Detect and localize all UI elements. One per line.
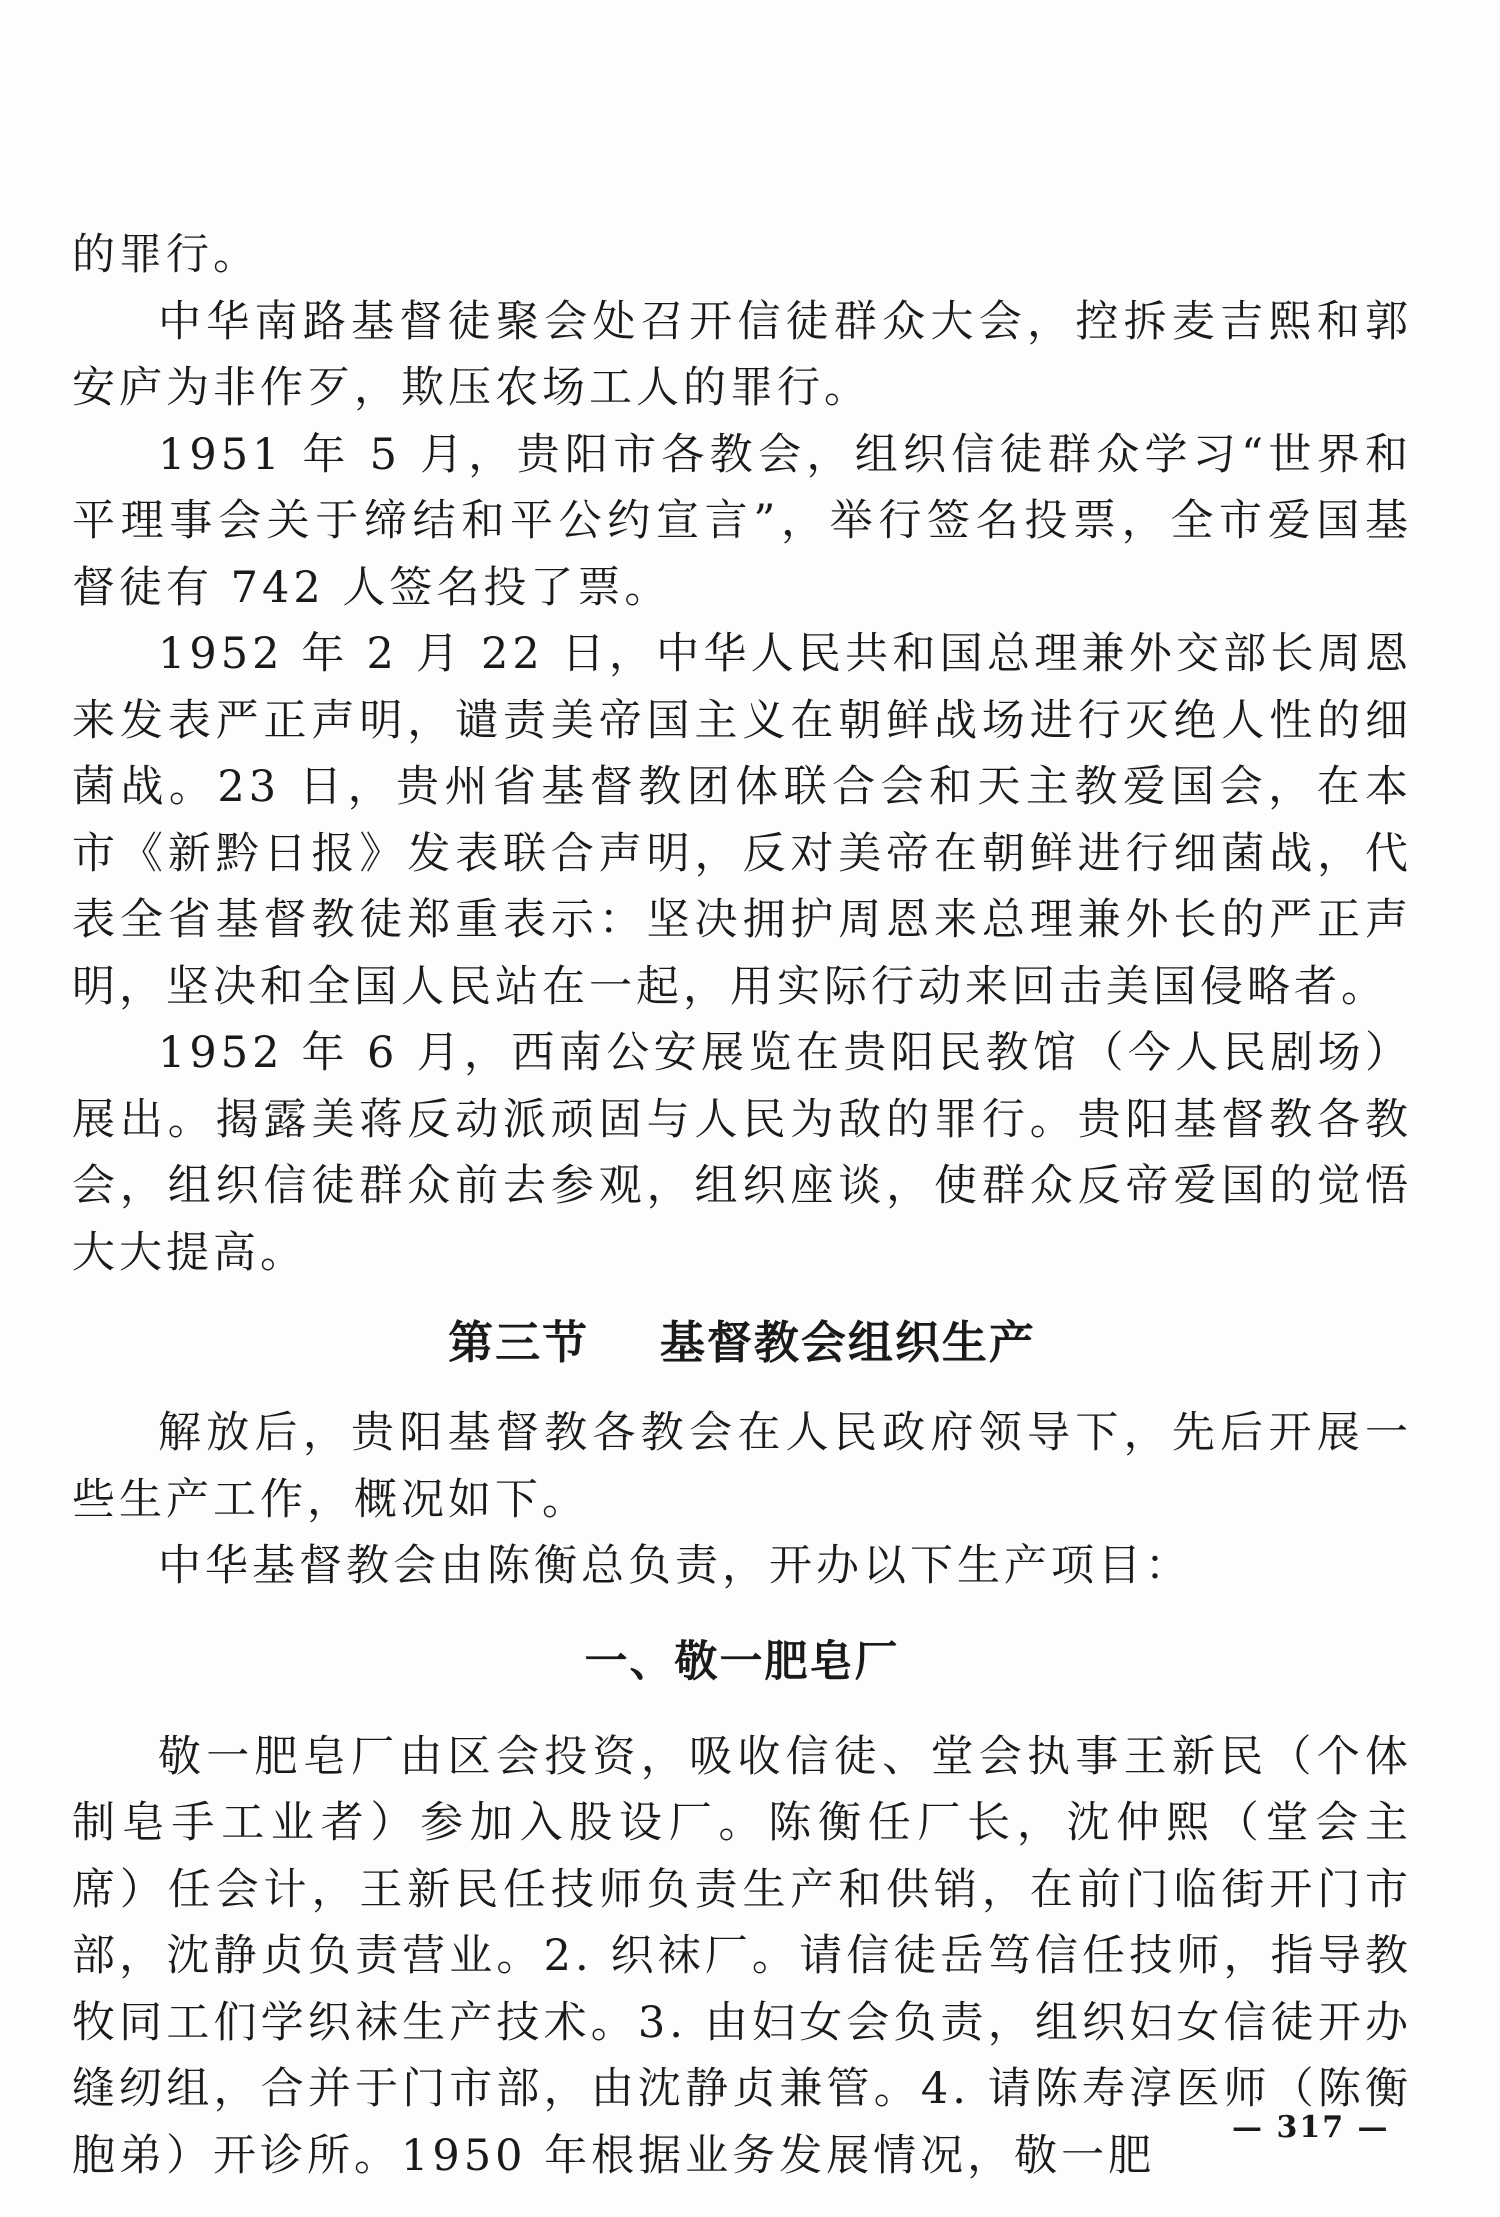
paragraph-zhonghua-nanlu: 中华南路基督徒聚会处召开信徒群众大会，控拆麦吉熙和郭安庐为非作歹，欺压农场工人的罪行。 [72,296,1412,413]
body-text [72,222,1412,2189]
sub-heading: 一、敬一肥皂厂 [584,1636,900,1687]
paragraph-1951: 1951 年 5 月，贵阳市各教会，组织信徒群众学习“世界和平理事会关于缔结和平公约宣言”，举行签名投票，全市爱国基督徒有 742 人签名投了票。 [72,429,1412,613]
paragraph-1952-jun: 1952 年 6 月，西南公安展览在贵阳民教馆（今人民剧场）展出。揭露美蒋反动派顽固与人民为敌的罪行。贵阳基督教各教会，组织信徒群众前去参观，组织座谈，使群众反帝爱国的觉悟大大提高。 [72,1028,1412,1278]
paragraph-after-liberation: 解放后，贵阳基督教各教会在人民政府领导下，先后开展一些生产工作，概况如下。 [72,1408,1412,1525]
section-heading: 第三节 基督教会组织生产 [448,1316,1036,1369]
paragraph-soap-factory: 敬一肥皂厂由区会投资，吸收信徒、堂会执事王新民（个体制皂手工业者）参加入股设厂。陈衡任厂长，沈仲熙（堂会主席）任会计，王新民任技师负责生产和供销，在前门临街开门市部，沈静贞负责营业。2. 织袜厂。请信徒岳笃信任技师，指导教牧同工们学织袜生产技术。3. 由妇女会负责，组织妇女信徒开办缝纫组，合并于门市部，由沈静贞兼管。4. 请陈寿淳医师（陈衡胞弟）开诊所。1950 年根据业务发展情况，敬一肥 [72,1731,1412,2181]
paragraph-1952-feb: 1952 年 2 月 22 日，中华人民共和国总理兼外交部长周恩来发表严正声明，谴责美帝国主义在朝鲜战场进行灭绝人性的细菌战。23 日，贵州省基督教团体联合会和天主教爱国会，在本市《新黔日报》发表联合声明，反对美帝在朝鲜进行细菌战，代表全省基督教徒郑重表示：坚决拥护周恩来总理兼外长的严正声明，坚决和全国人民站在一起，用实际行动来回击美国侵略者。 [72,629,1412,1012]
page-number: — 317 — [1232,2110,1390,2145]
paragraph-zhonghua-church: 中华基督教会由陈衡总负责，开办以下生产项目： [158,1541,1192,1591]
paragraph-continuation: 的罪行。 [72,230,260,280]
